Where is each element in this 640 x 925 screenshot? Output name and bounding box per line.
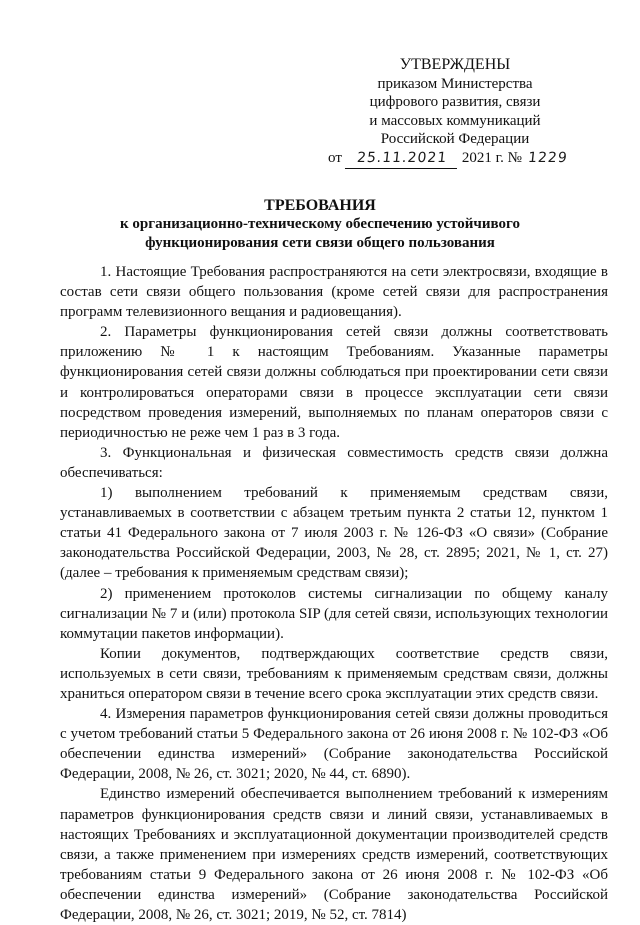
document-title xyxy=(60,196,580,253)
title-line-3: функционирования сети связи общего пользования xyxy=(145,235,495,251)
approval-line-3: и массовых коммуникаций xyxy=(369,112,541,129)
paragraph: 3. Функциональная и физическая совместимость средств связи должна обеспечиваться: xyxy=(60,444,608,481)
paragraph: 4. Измерения параметров функционирования сетей связи должны проводиться с учетом требований статьи 5 Федерального закона от 26 июня 2008 г. № 102-ФЗ «Об обеспечении единства измерений» (Собрание законодательства Российской Федерации, 2008, № 26, ст. 3021; 2020, № 44, ст. 6890). xyxy=(60,706,608,783)
approval-date-line xyxy=(322,149,580,169)
approval-line-2: цифрового развития, связи xyxy=(369,94,541,111)
approval-line-4: Российской Федерации xyxy=(380,131,530,148)
title-main: ТРЕБОВАНИЯ xyxy=(264,197,376,214)
title-line-2: к организационно-техническому обеспечению устойчивого xyxy=(120,216,520,232)
approval-stamp-block xyxy=(330,56,580,169)
paragraph: Единство измерений обеспечивается выполнением требований к измерениям параметров функционирования средств связи и линий связи, устанавливаемых в настоящих Требованиях и эксплуатационной документации производителей средств связи, а также применением при измерениях средств измерений, соответствующих требованиям статьи 9 Федерального закона от 26 июня 2008 г. № 102-ФЗ «Об обеспечении единства измерений» (Собрание законодательства Российской Федерации, 2008, № 26, ст. 3021; 2019, № 52, ст. 7814) xyxy=(60,786,608,923)
date-prefix: от xyxy=(328,149,342,166)
year-number-label: 2021 г. № xyxy=(461,149,522,166)
paragraph: 2) применением протоколов системы сигнализации по общему каналу сигнализации № 7 и (или) протокола SIP (для сетей связи, использующих технологии коммутации пакетов информации). xyxy=(60,585,608,642)
approval-line-1: приказом Министерства xyxy=(377,75,533,92)
handwritten-order-number: 1229 xyxy=(527,149,569,166)
approval-heading: УТВЕРЖДЕНЫ xyxy=(399,56,511,73)
paragraph: Копии документов, подтверждающих соответствие средств связи, используемых в сети связи, требованиям к применяемым средствам связи, должны храниться оператором связи в течение всего срока эксплуатации этих средств связи. xyxy=(60,645,608,702)
paragraph: 1) выполнением требований к применяемым средствам связи, устанавливаемых в соответствии с абзацем третьим пункта 2 статьи 12, пунктом 1 статьи 41 Федерального закона от 7 июля 2003 г. № 126-ФЗ «О связи» (Собрание законодательства Российской Федерации, 2003, № 28, ст. 2895; 2021, № 1, ст. 27) (далее – требования к применяемым средствам связи); xyxy=(60,485,608,582)
paragraph: 2. Параметры функционирования сетей связи должны соответствовать приложению № 1 к настоящим Требованиям. Указанные параметры функционирования сетей связи должны соблюдаться при проектировании сети связи и контролироваться операторами связи в процессе эксплуатации сети связи посредством проведения измерений, выполняемых по планам операторов связи с периодичностью не реже чем 1 раз в 3 года. xyxy=(60,324,608,441)
paragraph: 1. Настоящие Требования распространяются на сети электросвязи, входящие в состав сети связи общего пользования (кроме сетей связи для распространения программ телевизионного вещания и радиовещания). xyxy=(60,264,608,321)
document-body xyxy=(60,262,608,925)
handwritten-date: 25.11.2021 xyxy=(345,149,459,169)
